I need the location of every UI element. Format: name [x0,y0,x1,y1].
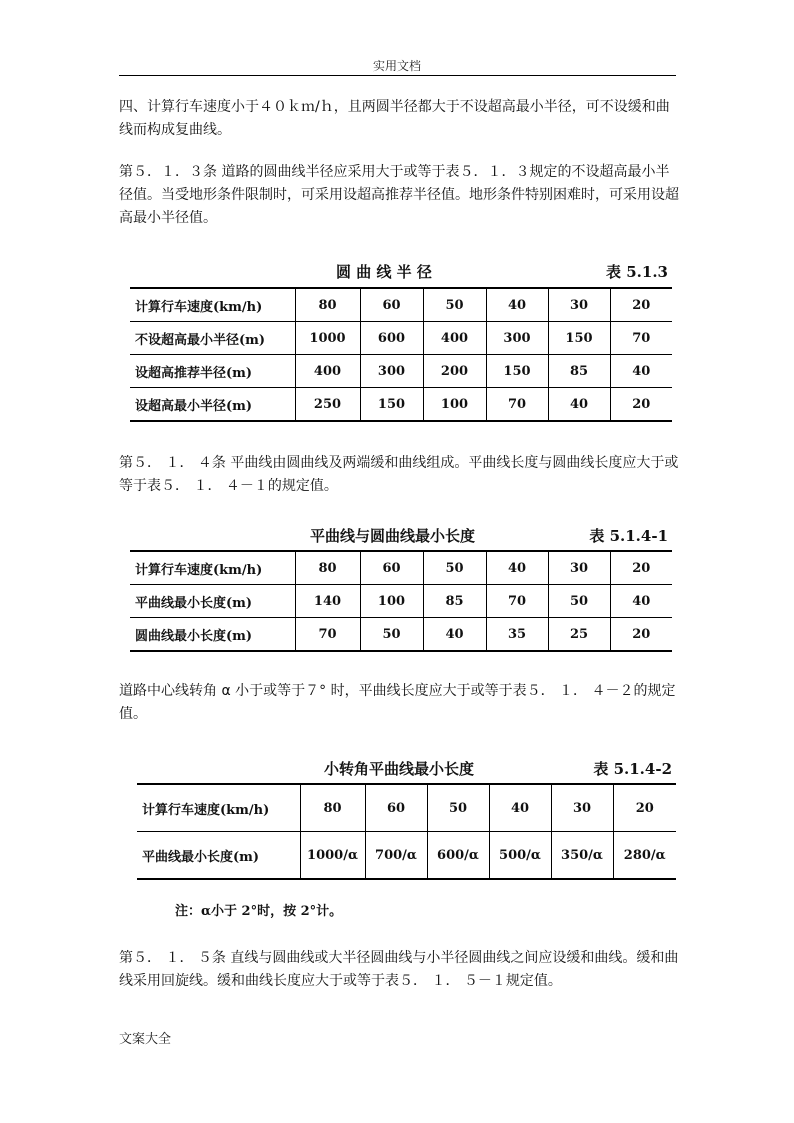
row-header-cell: 计算行车速度(km/h) [137,784,300,832]
value-cell: 600 [360,322,423,355]
value-cell: 300 [360,355,423,388]
table-row [130,388,672,422]
value-cell: 350/α [551,832,613,880]
table-number: 表 5.1.4-2 [593,760,672,778]
value-cell: 50 [423,551,486,585]
paragraph-4-condition: 四、计算行车速度小于４０ｋｍ/ｈ，且两圆半径都大于不设超高最小半径，可不设缓和曲线而构成复曲线。 [119,99,670,138]
value-cell: 250 [295,388,360,422]
value-cell: 140 [295,585,360,618]
table-5-1-4-2 [137,783,676,880]
table-row [130,585,672,618]
value-cell: 20 [610,618,672,652]
value-cell: 70 [295,618,360,652]
value-cell: 400 [423,322,486,355]
value-cell: 1000 [295,322,360,355]
value-cell: 80 [295,288,360,322]
value-cell: 70 [486,388,548,422]
value-cell: 50 [423,288,486,322]
table-5-1-4-2-caption [140,758,676,782]
value-cell: 50 [427,784,489,832]
value-cell: 100 [360,585,423,618]
value-cell: 40 [486,551,548,585]
value-cell: 50 [548,585,610,618]
table-5-1-4-1-caption [133,525,672,549]
value-cell: 40 [489,784,551,832]
value-cell: 200 [423,355,486,388]
value-cell: 60 [365,784,427,832]
row-header-cell: 计算行车速度(km/h) [130,551,295,585]
paragraph-article-5-1-4: 第５． １． ４条 平曲线由圆曲线及两端缓和曲线组成。平曲线长度与圆曲线长度应大于或等于表５． １． ４－１的规定值。 [119,455,679,494]
row-header-cell: 平曲线最小长度(m) [137,832,300,880]
row-header-cell: 圆曲线最小长度(m) [130,618,295,652]
page-header-title: 实用文档 [372,59,421,73]
value-cell: 40 [610,585,672,618]
row-header-cell: 不设超高最小半径(m) [130,322,295,355]
paragraph-article-5-1-3: 第５．１．３条 道路的圆曲线半径应采用大于或等于表５．１．３规定的不设超高最小半径值。当受地形条件限制时，可采用设超高推荐半径值。地形条件特别困难时，可采用设超高最小半径值。 [119,164,679,226]
value-cell: 25 [548,618,610,652]
value-cell: 50 [360,618,423,652]
value-cell: 80 [295,551,360,585]
table-5-1-4-1 [130,550,672,652]
value-cell: 300 [486,322,548,355]
value-cell: 85 [423,585,486,618]
row-header-cell: 平曲线最小长度(m) [130,585,295,618]
value-cell: 150 [548,322,610,355]
paragraph-article-5-1-5: 第５． １． ５条 直线与圆曲线或大半径圆曲线与小半径圆曲线之间应设缓和曲线。缓和曲线采用回旋线。缓和曲线长度应大于或等于表５． １． ５－１规定值。 [119,950,679,989]
page-footer: 文案大全 [119,1032,172,1047]
table-row [137,784,676,832]
table-5-1-3 [130,287,672,422]
value-cell: 1000/α [300,832,365,880]
value-cell: 20 [610,388,672,422]
table-number: 表 5.1.4-1 [589,527,668,545]
table-title: 小转角平曲线最小长度 [324,760,475,778]
paragraph-small-angle: 道路中心线转角 α 小于或等于７° 时，平曲线长度应大于或等于表５． １． ４－２的规定值。 [119,683,676,722]
value-cell: 400 [295,355,360,388]
value-cell: 85 [548,355,610,388]
value-cell: 600/α [427,832,489,880]
value-cell: 60 [360,551,423,585]
value-cell: 40 [610,355,672,388]
value-cell: 20 [610,288,672,322]
table-row [130,288,672,322]
table-row [130,618,672,652]
value-cell: 30 [551,784,613,832]
table-5-1-3-caption [133,261,672,285]
value-cell: 280/α [613,832,676,880]
table-title: 平曲线与圆曲线最小长度 [310,527,476,545]
value-cell: 60 [360,288,423,322]
table-row [130,355,672,388]
table-title: 圆 曲 线 半 径 [336,263,432,281]
value-cell: 700/α [365,832,427,880]
table-row [130,551,672,585]
value-cell: 40 [423,618,486,652]
value-cell: 20 [613,784,676,832]
row-header-cell: 设超高最小半径(m) [130,388,295,422]
value-cell: 100 [423,388,486,422]
value-cell: 80 [300,784,365,832]
value-cell: 70 [610,322,672,355]
value-cell: 35 [486,618,548,652]
row-header-cell: 计算行车速度(km/h) [130,288,295,322]
value-cell: 40 [486,288,548,322]
value-cell: 150 [360,388,423,422]
table-note: 注：α小于 2°时，按 2°计。 [175,904,343,919]
value-cell: 30 [548,288,610,322]
table-row [137,832,676,880]
value-cell: 150 [486,355,548,388]
row-header-cell: 设超高推荐半径(m) [130,355,295,388]
value-cell: 70 [486,585,548,618]
value-cell: 30 [548,551,610,585]
value-cell: 40 [548,388,610,422]
value-cell: 500/α [489,832,551,880]
table-row [130,322,672,355]
header-divider [119,75,676,76]
value-cell: 20 [610,551,672,585]
table-number: 表 5.1.3 [606,263,668,281]
